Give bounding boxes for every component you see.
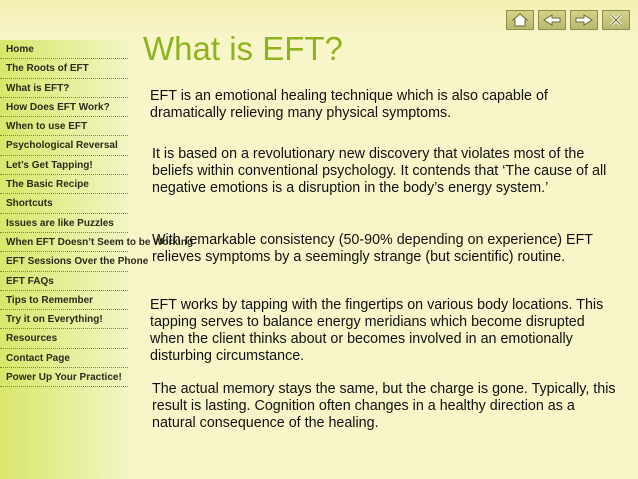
home-icon bbox=[512, 13, 528, 27]
sidebar-item-power-up[interactable]: Power Up Your Practice! bbox=[0, 368, 128, 387]
sidebar-item-sessions-phone[interactable]: EFT Sessions Over the Phone bbox=[0, 252, 128, 271]
sidebar-item-shortcuts[interactable]: Shortcuts bbox=[0, 194, 128, 213]
page-title: What is EFT? bbox=[143, 30, 343, 67]
paragraph-intro: EFT is an emotional healing technique which is also capable of dramatically relieving many physical symptoms. bbox=[150, 88, 548, 121]
sidebar-menu bbox=[0, 40, 194, 479]
sidebar-item-contact[interactable]: Contact Page bbox=[0, 349, 128, 368]
sidebar-item-eft-not-working[interactable]: When EFT Doesn’t Seem to be Working bbox=[0, 233, 128, 252]
paragraph-consistency: With remarkable consistency (50-90% depending on experience) EFT relieves symptoms by a seemingly strange (but scientific) routine. bbox=[152, 232, 593, 265]
sidebar-item-home[interactable]: Home bbox=[0, 40, 128, 59]
sidebar-item-psychological-reversal[interactable]: Psychological Reversal bbox=[0, 136, 128, 155]
sidebar-item-roots-of-eft[interactable]: The Roots of EFT bbox=[0, 59, 128, 78]
left-arrow-icon bbox=[543, 14, 561, 26]
sidebar-item-how-does-eft-work[interactable]: How Does EFT Work? bbox=[0, 98, 128, 117]
sidebar-item-what-is-eft[interactable]: What is EFT? bbox=[0, 79, 128, 98]
sidebar-item-issues-puzzles[interactable]: Issues are like Puzzles bbox=[0, 214, 128, 233]
paragraph-tapping: EFT works by tapping with the fingertips on various body locations. This tapping serves to balance energy meridians which become disrupted when the client thinks about or becomes involved in an emotionally disturbing circumstance. bbox=[150, 297, 604, 364]
sidebar-item-basic-recipe[interactable]: The Basic Recipe bbox=[0, 175, 128, 194]
sidebar-item-eft-faqs[interactable]: EFT FAQs bbox=[0, 272, 128, 291]
sidebar-item-tips[interactable]: Tips to Remember bbox=[0, 291, 128, 310]
right-arrow-icon bbox=[575, 14, 593, 26]
close-icon bbox=[609, 13, 623, 27]
previous-button[interactable] bbox=[538, 10, 566, 30]
sidebar-item-lets-get-tapping[interactable]: Let’s Get Tapping! bbox=[0, 156, 128, 175]
next-button[interactable] bbox=[570, 10, 598, 30]
sidebar-item-when-to-use-eft[interactable]: When to use EFT bbox=[0, 117, 128, 136]
paragraph-memory: The actual memory stays the same, but the charge is gone. Typically, this result is lasting. Cognition often changes in a healthy direction as a natural consequence of the healing. bbox=[152, 381, 616, 431]
home-button[interactable] bbox=[506, 10, 534, 30]
close-button[interactable] bbox=[602, 10, 630, 30]
sidebar-item-try-everything[interactable]: Try it on Everything! bbox=[0, 310, 128, 329]
sidebar-item-resources[interactable]: Resources bbox=[0, 329, 128, 348]
paragraph-discovery: It is based on a revolutionary new discovery that violates most of the beliefs within conventional psychology. It contends that ‘The cause of all negative emotions is a disruption in the body’s energy system.’ bbox=[152, 146, 607, 196]
